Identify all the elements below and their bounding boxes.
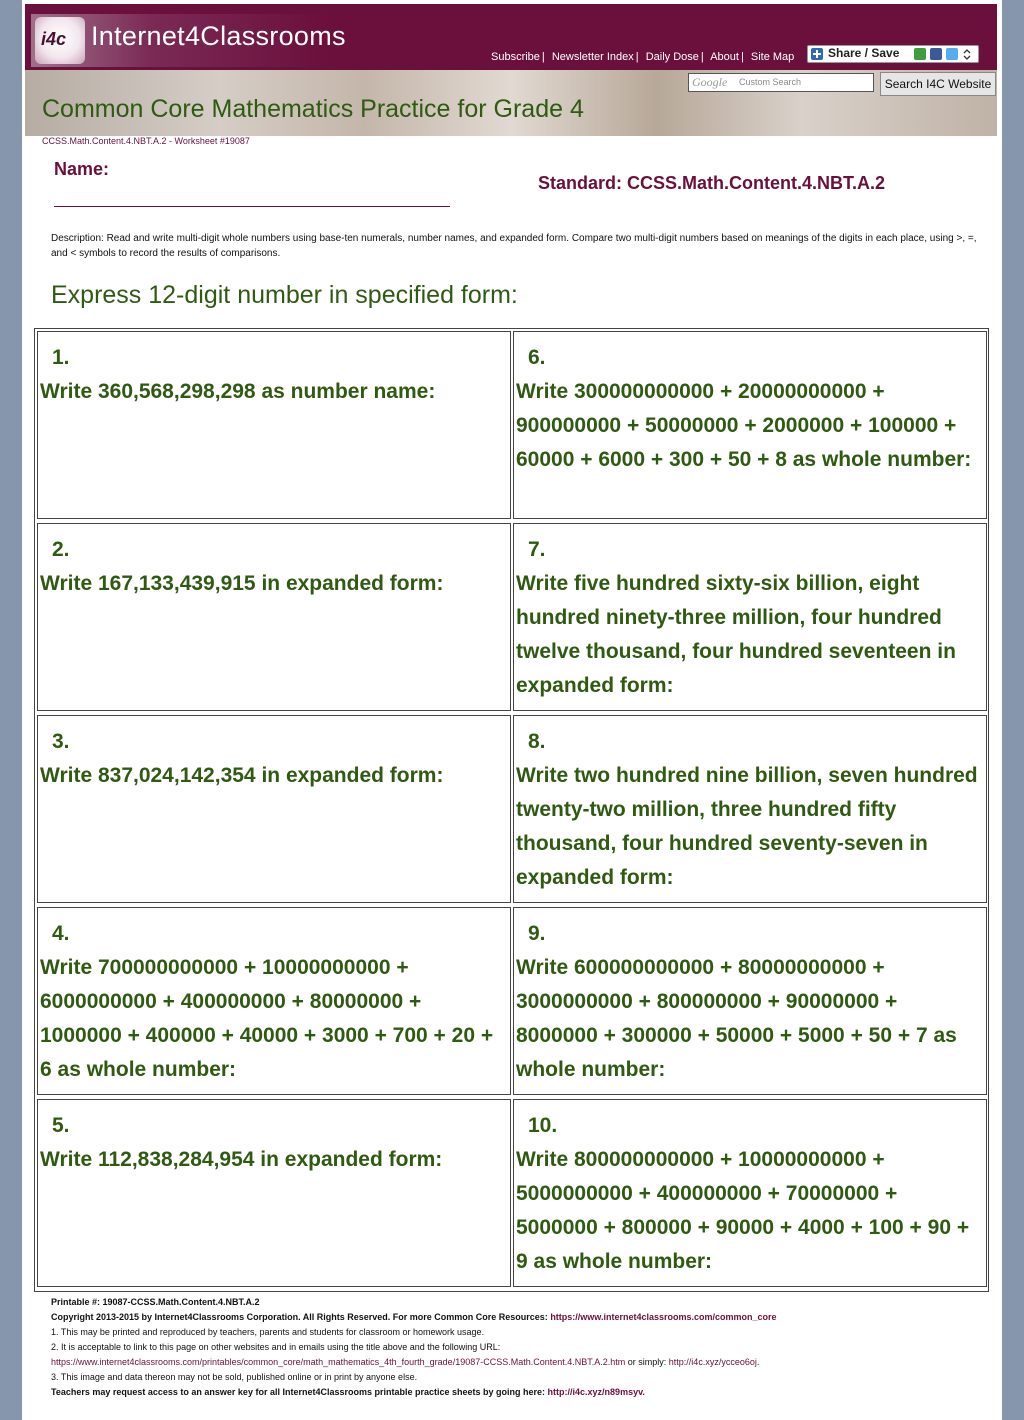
name-blank-line [54, 206, 450, 207]
period: . [756, 1357, 760, 1367]
question-text: Write 167,133,439,915 in expanded form: [40, 572, 444, 595]
note-1: 1. This may be printed and reproduced by teachers, parents and students for classroom or homework usage. [51, 1327, 485, 1337]
question-cell [513, 523, 987, 711]
question-text: Write 360,568,298,298 as number name: [40, 380, 436, 403]
question-text: Write five hundred sixty-six billion, eight hundred ninety-three million, four hundred twelve thousand, four hundred seventeen in expanded form: [516, 572, 956, 697]
search-button[interactable]: Search I4C Website [880, 72, 996, 96]
search-placeholder: Custom Search [739, 77, 802, 87]
question-text: Write two hundred nine billion, seven hundred twenty-two million, three hundred fifty thousand, four hundred seventy-seven in expanded form: [516, 764, 978, 889]
question-number: 5. [52, 1114, 70, 1137]
answer-key-link[interactable]: http://i4c.xyz/n89msyv. [547, 1387, 645, 1397]
question-cell [513, 331, 987, 519]
question-text: Write 800000000000 + 10000000000 + 5000000000 + 400000000 + 70000000 + 5000000 + 800000 + 90000 + 4000 + 100 + 90 + 9 as whole number: [516, 1148, 970, 1273]
top-nav [491, 51, 794, 63]
description: Description: Read and write multi-digit whole numbers using base-ten numerals, number names, and expanded form. Compare two multi-digit numbers based on meanings of the digits in each place, using >, =, and < symbols to record the results of comparisons. [51, 233, 977, 259]
copyright [51, 1310, 991, 1325]
question-text: Write 112,838,284,954 in expanded form: [40, 1148, 443, 1171]
question-cell [37, 907, 511, 1095]
nav-separator: | [635, 51, 639, 63]
page-title: Common Core Mathematics Practice for Grade 4 [42, 95, 584, 123]
worksheet-url-link[interactable]: https://www.internet4classrooms.com/printables/common_core/math_mathematics_4th_fourth_grade/19087-CCSS.Math.Content.4.NBT.A.2.htm [51, 1357, 626, 1367]
name-label: Name: [54, 159, 110, 179]
site-name: Internet4Classrooms [91, 21, 346, 51]
question-number: 9. [528, 922, 546, 945]
nav-daily-dose[interactable]: Daily Dose [645, 51, 699, 63]
question-cell [513, 1099, 987, 1287]
nav-subscribe[interactable]: Subscribe [491, 51, 540, 63]
question-cell [37, 523, 511, 711]
question-cell [37, 331, 511, 519]
question-text: Write 300000000000 + 20000000000 + 900000000 + 50000000 + 2000000 + 100000 + 60000 + 6000 + 300 + 50 + 8 as whole number: [516, 380, 972, 471]
question-number: 3. [52, 730, 70, 753]
nav-about[interactable]: About [710, 51, 739, 63]
question-number: 4. [52, 922, 70, 945]
short-url-link[interactable]: http://i4c.xyz/ycceo6oj [668, 1357, 757, 1367]
share-plus-icon [811, 48, 823, 60]
nav-newsletter-index[interactable]: Newsletter Index [551, 51, 634, 63]
note-2: 2. It is acceptable to link to this page on other websites and in emails using the title above and the following URL: [51, 1342, 501, 1352]
question-cell [513, 907, 987, 1095]
page [22, 0, 1002, 1420]
common-core-link[interactable]: https://www.internet4classrooms.com/common_core [550, 1312, 777, 1322]
teachers-note [51, 1385, 991, 1400]
nav-separator: | [700, 51, 704, 63]
question-text: Write 837,024,142,354 in expanded form: [40, 764, 444, 787]
standard-label: Standard: CCSS.Math.Content.4.NBT.A.2 [538, 173, 886, 193]
question-text: Write 600000000000 + 80000000000 + 3000000000 + 800000000 + 90000000 + 8000000 + 300000 + 50000 + 5000 + 50 + 7 as whole number: [516, 956, 957, 1081]
question-cell [513, 715, 987, 903]
question-number: 10. [528, 1114, 558, 1137]
google-brand: Google [692, 75, 728, 89]
site-header [25, 4, 997, 70]
question-number: 1. [52, 346, 70, 369]
footer [51, 1295, 991, 1400]
printable-number: Printable #: 19087-CCSS.Math.Content.4.NBT.A.2 [51, 1297, 260, 1307]
question-number: 7. [528, 538, 546, 561]
note-2-urls [51, 1355, 991, 1370]
copyright-text: Copyright 2013-2015 by Internet4Classrooms Corporation. All Rights Reserved. For more Common Core Resources: [51, 1312, 548, 1322]
logo-mark-text: i4c [41, 29, 67, 49]
social-icons [914, 48, 972, 60]
note-3: 3. This image and data thereon may not be sold, published online or in print by anyone else. [51, 1372, 418, 1382]
nav-separator: | [740, 51, 744, 63]
share-save-button[interactable] [807, 45, 979, 63]
search-input[interactable] [688, 73, 874, 92]
nav-separator: | [541, 51, 545, 63]
nav-site-map[interactable]: Site Map [750, 51, 795, 63]
teachers-text: Teachers may request access to an answer key for all Internet4Classrooms printable practice sheets by going here: [51, 1387, 546, 1397]
question-cell [37, 1099, 511, 1287]
instructions-heading: Express 12-digit number in specified form: [51, 281, 518, 309]
question-grid [34, 328, 989, 1292]
question-text: Write 700000000000 + 10000000000 + 6000000000 + 400000000 + 80000000 + 1000000 + 400000 + 40000 + 3000 + 700 + 20 + 6 as whole number: [40, 956, 494, 1081]
question-number: 2. [52, 538, 70, 561]
site-logo[interactable] [31, 14, 346, 67]
question-number: 8. [528, 730, 546, 753]
question-cell [37, 715, 511, 903]
share-save-label: Share / Save [828, 46, 900, 60]
breadcrumb: CCSS.Math.Content.4.NBT.A.2 - Worksheet #19087 [42, 136, 250, 146]
question-number: 6. [528, 346, 546, 369]
logo-mark-icon [35, 17, 85, 64]
note-2-or: or simply: [625, 1357, 669, 1367]
